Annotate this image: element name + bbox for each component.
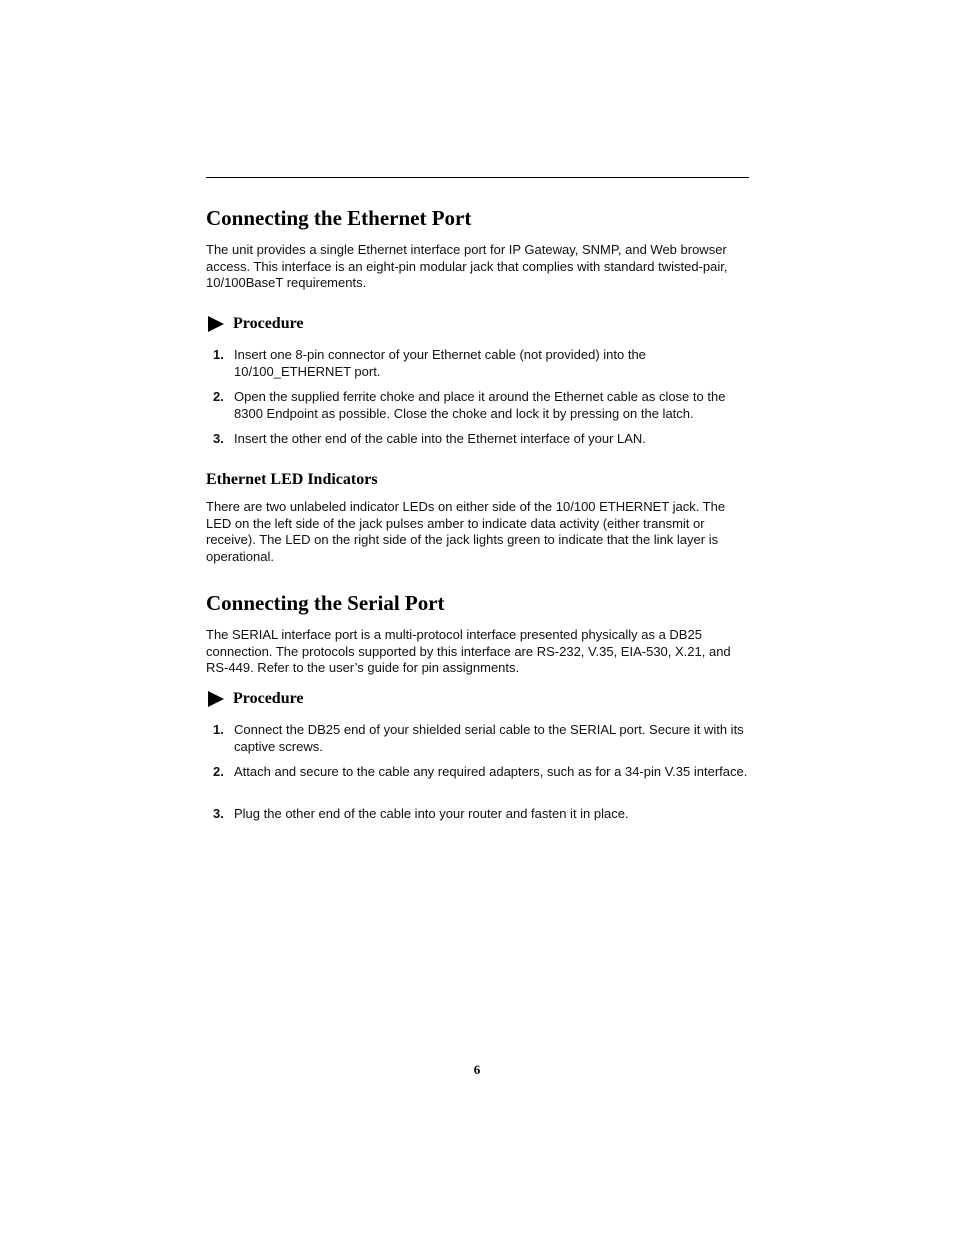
procedure-label: Procedure [233,690,304,707]
ethernet-procedure-heading [208,314,304,334]
procedure-arrow-icon [208,316,224,332]
ethernet-led-title: Ethernet LED Indicators [206,471,378,488]
step-number: 1. [213,722,224,737]
step-number: 3. [213,806,224,821]
step-number: 3. [213,431,224,446]
ethernet-led-paragraph: There are two unlabeled indicator LEDs on either side of the 10/100 ETHERNET jack. The LED on the left side of the jack pulses amber to indicate data activity (either transmit or receive). The LED on the right side of the jack lights green to indicate that the link layer is operational. [206,499,726,564]
procedure-arrow-icon [208,691,224,707]
serial-intro-paragraph: The SERIAL interface port is a multi-protocol interface presented physically as a DB25 connection. The protocols supported by this interface are RS-232, V.35, EIA-530, X.21, and RS-449. Refer to the user’s guide for pin assignments. [206,627,731,676]
step-text: Insert one 8-pin connector of your Ethernet cable (not provided) into the 10/100_ETHERNET port. [234,347,646,379]
serial-section-title: Connecting the Serial Port [206,591,445,615]
step-number: 2. [213,764,224,779]
step-number: 1. [213,347,224,362]
step-text: Attach and secure to the cable any required adapters, such as for a 34-pin V.35 interface. [234,764,748,779]
step-text: Plug the other end of the cable into your router and fasten it in place. [234,806,629,821]
serial-step-2 [206,764,751,781]
procedure-label: Procedure [233,315,304,332]
serial-procedure-heading [208,689,304,709]
ethernet-step-1 [206,347,751,380]
header-rule [206,177,749,178]
serial-step-3 [206,806,751,823]
ethernet-step-3 [206,431,751,448]
page-number: 6 [473,1062,481,1077]
ethernet-intro-paragraph: The unit provides a single Ethernet interface port for IP Gateway, SNMP, and Web browser access. This interface is an eight-pin modular jack that complies with standard twisted-pair, 10/100BaseT requirements. [206,242,728,291]
step-text: Open the supplied ferrite choke and place it around the Ethernet cable as close to the 8300 Endpoint as possible. Close the choke and lock it by pressing on the latch. [234,389,726,421]
step-text: Insert the other end of the cable into the Ethernet interface of your LAN. [234,431,646,446]
ethernet-section-title: Connecting the Ethernet Port [206,206,472,230]
ethernet-step-2 [206,389,751,422]
step-number: 2. [213,389,224,404]
serial-step-1 [206,722,751,755]
step-text: Connect the DB25 end of your shielded serial cable to the SERIAL port. Secure it with its captive screws. [234,722,744,754]
